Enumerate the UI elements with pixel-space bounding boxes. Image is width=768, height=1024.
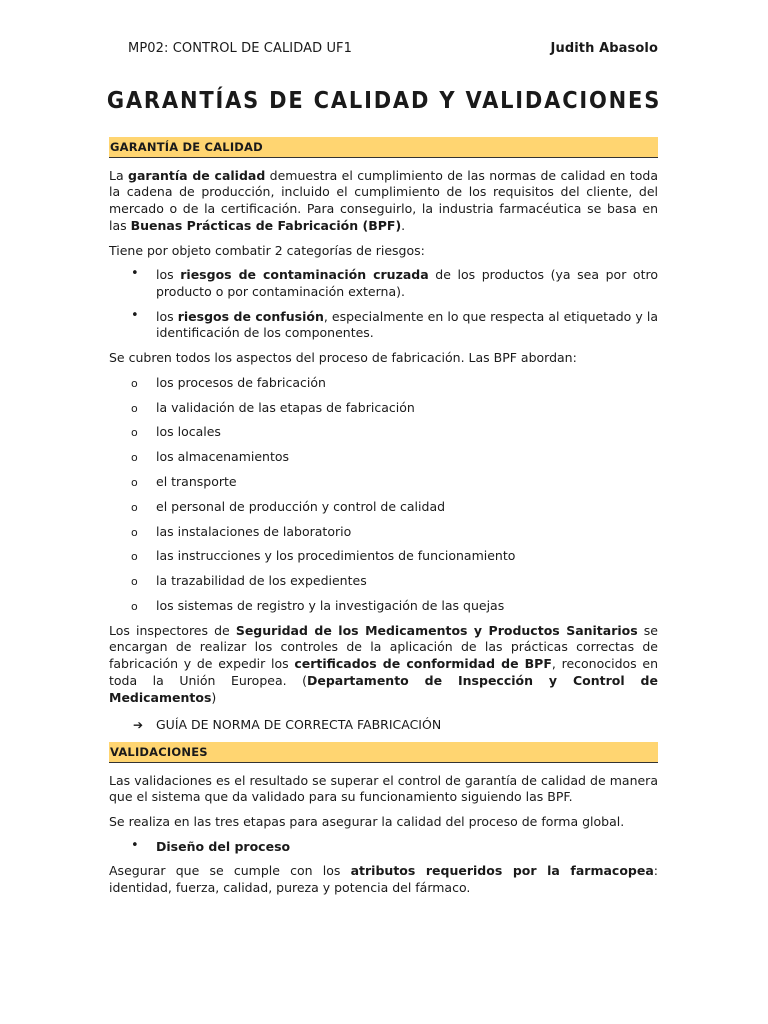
text-run: La	[109, 167, 129, 183]
stage-title: Diseño del proceso	[156, 838, 291, 854]
bullet-icon: •	[131, 837, 139, 853]
guide-reference	[109, 717, 658, 734]
bold-term: riesgos de confusión	[177, 308, 324, 324]
list-item-bpf	[109, 424, 658, 449]
text-run: Asegurar que se cumple con los	[109, 863, 351, 879]
text-run: : identidad, fuerza, calidad, pureza y potencia del fármaco.	[109, 863, 658, 896]
page-title: GARANTÍAS DE CALIDAD Y VALIDACIONES	[106, 86, 662, 114]
text-run: .	[401, 217, 406, 233]
list-item-bpf	[109, 598, 658, 623]
risk-list	[109, 267, 658, 342]
bpf-item-text: las instrucciones y los procedimientos de funcionamiento	[156, 548, 516, 564]
header-course: MP02: CONTROL DE CALIDAD UF1	[128, 41, 353, 56]
paragraph-three-stages: Se realiza en las tres etapas para asegurar la calidad del proceso de forma global.	[109, 814, 625, 830]
list-item-bpf	[109, 524, 658, 549]
text-run: , especialmente en lo que respecta al etiquetado y la identificación de los componentes.	[156, 308, 659, 341]
circle-bullet-icon: o	[131, 599, 138, 613]
bpf-items-list	[109, 375, 658, 623]
circle-bullet-icon: o	[131, 500, 138, 514]
text-run: Los inspectores de	[109, 622, 236, 638]
paragraph-bpf-scope: Se cubren todos los aspectos del proceso de fabricación. Las BPF abordan:	[109, 350, 577, 366]
text-run: de los productos (ya sea por otro producto o por contaminación externa).	[156, 267, 658, 299]
header-author: Judith Abasolo	[550, 41, 658, 56]
bullet-icon: •	[131, 266, 139, 282]
stage-list	[109, 839, 658, 856]
section-heading-garantia: GARANTÍA DE CALIDAD	[109, 137, 658, 158]
bold-term: garantía de calidad	[128, 167, 266, 183]
paragraph-objective: Tiene por objeto combatir 2 categorías de riesgos:	[109, 242, 425, 258]
bpf-item-text: los locales	[156, 424, 221, 440]
bold-term: Departamento de Inspección y Control de Medicamentos	[109, 672, 658, 705]
bpf-item-text: la trazabilidad de los expedientes	[156, 573, 367, 589]
bold-term: riesgos de contaminación cruzada	[180, 267, 429, 283]
circle-bullet-icon: o	[131, 550, 138, 564]
bpf-item-text: los sistemas de registro y la investigación de las quejas	[156, 597, 505, 613]
arrow-right-icon: ➔	[133, 718, 144, 733]
bpf-item-text: las instalaciones de laboratorio	[156, 523, 352, 539]
list-item-risk	[109, 267, 658, 300]
bullet-icon: •	[131, 307, 139, 323]
circle-bullet-icon: o	[131, 426, 138, 440]
list-item-risk	[109, 309, 658, 342]
list-item-bpf	[109, 375, 658, 400]
paragraph-garantia-intro	[109, 168, 658, 235]
circle-bullet-icon: o	[131, 525, 138, 539]
circle-bullet-icon: o	[131, 376, 138, 390]
bpf-item-text: el transporte	[156, 473, 237, 489]
bpf-item-text: los procesos de fabricación	[156, 374, 326, 390]
list-item-bpf	[109, 499, 658, 524]
text-run: se encargan de realizar los controles de la aplicación de las prácticas correctas de fabricación y de expedir los	[109, 622, 658, 672]
list-item-bpf	[109, 548, 658, 573]
paragraph-validaciones-intro: Las validaciones es el resultado se superar el control de garantía de calidad de manera que el sistema que da validado para su funcionamiento siguiendo las BPF.	[109, 772, 658, 805]
bpf-item-text: el personal de producción y control de calidad	[156, 498, 446, 514]
list-item-bpf	[109, 474, 658, 499]
list-item-stage	[109, 839, 658, 856]
text-run: , reconocidos en toda la Unión Europea. (	[109, 656, 658, 688]
text-run: )	[211, 689, 217, 705]
document-body	[109, 137, 658, 897]
guide-reference-text: GUÍA DE NORMA DE CORRECTA FABRICACIÓN	[156, 717, 442, 733]
circle-bullet-icon: o	[131, 401, 138, 415]
bold-term: atributos requeridos por la farmacopea	[350, 863, 654, 879]
bold-term: Buenas Prácticas de Fabricación (BPF)	[130, 217, 402, 233]
list-item-bpf	[109, 400, 658, 425]
text-run: los	[156, 267, 181, 283]
text-run: demuestra el cumplimiento de las normas de calidad en toda la cadena de producción, incluido el cumplimiento de los requisitos del cliente, del mercado o de la certificación. Para conseguirlo, la industria farmacéutica se basa en las	[109, 167, 659, 233]
list-item-bpf	[109, 449, 658, 474]
text-run: los	[156, 308, 178, 324]
bpf-item-text: la validación de las etapas de fabricación	[156, 399, 415, 415]
paragraph-inspectors	[109, 623, 658, 707]
bold-term: Seguridad de los Medicamentos y Productos Sanitarios	[235, 622, 638, 638]
circle-bullet-icon: o	[131, 475, 138, 489]
section-heading-validaciones: VALIDACIONES	[109, 742, 658, 763]
paragraph-pharmacopoeia	[109, 863, 658, 896]
circle-bullet-icon: o	[131, 451, 138, 465]
list-item-bpf	[109, 573, 658, 598]
circle-bullet-icon: o	[131, 575, 138, 589]
bpf-item-text: los almacenamientos	[156, 449, 290, 465]
bold-term: certificados de conformidad de BPF	[294, 656, 552, 672]
